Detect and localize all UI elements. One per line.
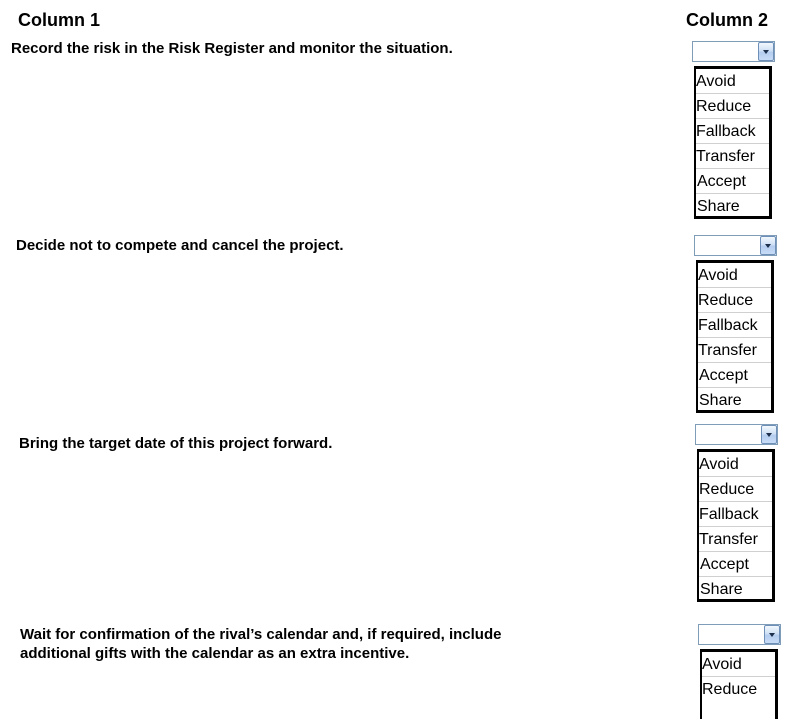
question-1-dropdown[interactable]: [692, 41, 775, 62]
column-1-header: Column 1: [18, 10, 101, 30]
question-4-dropdown-button[interactable]: [764, 625, 780, 644]
question-4-text-line-2: additional gifts with the calendar as an extra incentive.: [20, 645, 410, 662]
chevron-down-icon: [763, 50, 769, 54]
option-avoid[interactable]: Avoid: [698, 263, 771, 288]
option-avoid[interactable]: Avoid: [696, 69, 769, 94]
question-1-dropdown-button[interactable]: [758, 42, 774, 61]
question-2-text: Decide not to compete and cancel the project.: [16, 237, 344, 254]
column-2-header: Column 2: [686, 10, 769, 30]
question-4-options-list: [700, 649, 778, 719]
option-reduce[interactable]: Reduce: [698, 288, 771, 313]
option-transfer[interactable]: Transfer: [696, 144, 769, 169]
option-fallback[interactable]: Fallback: [698, 313, 771, 338]
question-2-prompt: [16, 236, 344, 255]
question-3-dropdown-button[interactable]: [761, 425, 777, 444]
option-share[interactable]: Share: [697, 198, 740, 215]
option-avoid[interactable]: Avoid: [699, 452, 772, 477]
question-1-prompt: [11, 39, 453, 58]
question-2-options-list: [696, 260, 774, 413]
question-4-dropdown[interactable]: [698, 624, 781, 645]
question-3-dropdown[interactable]: [695, 424, 778, 445]
question-2-selected-value[interactable]: [695, 236, 759, 255]
question-3-text: Bring the target date of this project forward.: [19, 435, 333, 452]
question-3-options-list: [697, 449, 775, 602]
question-1-selected-value[interactable]: [693, 42, 757, 61]
option-fallback[interactable]: Fallback: [696, 119, 769, 144]
option-avoid[interactable]: Avoid: [702, 652, 775, 677]
option-accept[interactable]: Accept: [698, 363, 771, 388]
option-reduce[interactable]: Reduce: [699, 477, 772, 502]
option-transfer[interactable]: Transfer: [698, 338, 771, 363]
question-2-dropdown-button[interactable]: [760, 236, 776, 255]
option-share[interactable]: Share: [699, 392, 742, 409]
option-transfer[interactable]: Transfer: [699, 527, 772, 552]
option-accept[interactable]: Accept: [699, 552, 772, 577]
chevron-down-icon: [769, 633, 775, 637]
question-1-text: Record the risk in the Risk Register and monitor the situation.: [11, 40, 453, 57]
question-3-prompt: [19, 434, 332, 453]
option-fallback[interactable]: Fallback: [699, 502, 772, 527]
question-4-selected-value[interactable]: [699, 625, 763, 644]
question-4-text-line-1: Wait for confirmation of the rival’s calendar and, if required, include: [20, 626, 502, 643]
chevron-down-icon: [765, 244, 771, 248]
question-4-prompt: [20, 625, 501, 663]
option-share[interactable]: Share: [700, 581, 743, 598]
question-1-options-list: [694, 66, 772, 219]
option-reduce[interactable]: Reduce: [702, 681, 758, 698]
option-reduce[interactable]: Reduce: [696, 94, 769, 119]
question-2-dropdown[interactable]: [694, 235, 777, 256]
question-3-selected-value[interactable]: [696, 425, 760, 444]
option-accept[interactable]: Accept: [696, 169, 769, 194]
chevron-down-icon: [766, 433, 772, 437]
